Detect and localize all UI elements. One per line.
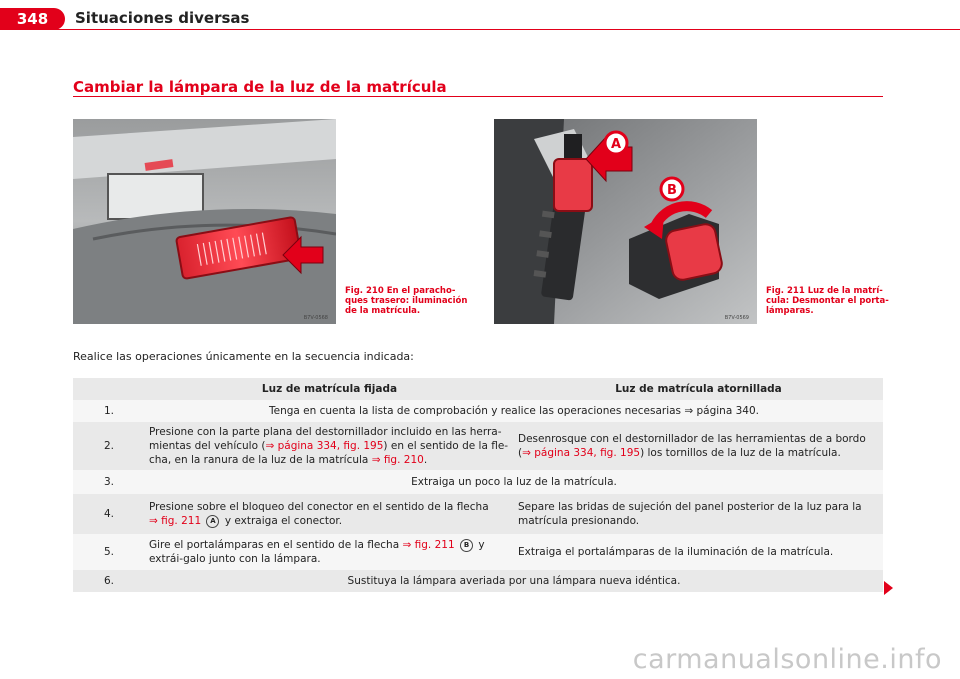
table-row (73, 494, 883, 534)
page-number: 348 (0, 8, 65, 30)
figure-code: B7V-0568 (303, 315, 328, 321)
step-text-fixed: Gire el portalámparas en el sentido de la flecha ⇒ fig. 211 B y extrái-galo junto con la lámpara. (145, 534, 514, 570)
step-text-screwed: Desenrosque con el destornillador de las herramientas de a bordo (⇒ página 334, fig. 195) los tornillos de la luz de la matrícula. (514, 422, 883, 470)
bumper-license-light-illustration (73, 119, 336, 324)
label-a-text: A (610, 137, 622, 152)
figure-210-photo (73, 119, 336, 324)
step-text-screwed: Extraiga el portalámparas de la iluminación de la matrícula. (514, 534, 883, 570)
operations-table (73, 378, 883, 592)
step-text: Extraiga un poco la luz de la matrícula. (145, 470, 883, 494)
section-divider (73, 96, 883, 97)
table-header-row (73, 378, 883, 400)
table-row (73, 470, 883, 494)
table-row (73, 400, 883, 422)
page-reference-link[interactable]: ⇒ página 334, fig. 195 (522, 447, 641, 459)
table-row (73, 422, 883, 470)
label-b-text: B (667, 183, 677, 198)
section-title: Cambiar la lámpara de la luz de la matrícula (73, 78, 447, 96)
figure-reference-link[interactable]: ⇒ fig. 210 (371, 454, 424, 466)
table-row (73, 534, 883, 570)
figure-211-photo (494, 119, 757, 324)
continue-arrow-icon (884, 581, 893, 595)
step-number: 4. (73, 494, 145, 534)
table-row (73, 570, 883, 592)
figure-reference-link[interactable]: ⇒ fig. 211 (402, 539, 455, 551)
figure-210-caption: Fig. 210 En el paracho-ques trasero: iluminación de la matrícula. (345, 286, 468, 316)
watermark: carmanualsonline.info (632, 644, 942, 675)
figure-211-caption: Fig. 211 Luz de la matrí-cula: Desmontar el porta-lámparas. (766, 286, 889, 316)
step-number: 5. (73, 534, 145, 570)
page-reference-link[interactable]: ⇒ página 334, fig. 195 (265, 440, 384, 452)
step-text-fixed: Presione con la parte plana del destornillador incluido en las herra-mientas del vehículo (⇒ página 334, fig. 195) en el sentido de la fle-cha, en la ranura de la luz de la matrícula ⇒ fig. 210. (145, 422, 514, 470)
step-number: 3. (73, 470, 145, 494)
step-text-fixed: Presione sobre el bloqueo del conector en el sentido de la flecha ⇒ fig. 211 A y extraiga el conector. (145, 494, 514, 534)
figure-code: B7V-0569 (724, 315, 749, 321)
step-number: 1. (73, 400, 145, 422)
header-empty-cell (73, 378, 145, 400)
label-b-badge: B (460, 539, 473, 552)
intro-text: Realice las operaciones únicamente en la secuencia indicada: (73, 350, 414, 363)
lamp-holder-removal-illustration (494, 119, 757, 324)
label-a-badge: A (206, 515, 219, 528)
page-header-title: Situaciones diversas (75, 9, 250, 27)
figure-reference-link[interactable]: ⇒ fig. 211 (149, 515, 202, 527)
header-fixed-light: Luz de matrícula fijada (145, 378, 514, 400)
step-text: Tenga en cuenta la lista de comprobación y realice las operaciones necesarias ⇒ página 340. (145, 400, 883, 422)
step-number: 2. (73, 422, 145, 470)
header-screwed-light: Luz de matrícula atornillada (514, 378, 883, 400)
step-text-screwed: Separe las bridas de sujeción del panel posterior de la luz para la matrícula presionando. (514, 494, 883, 534)
step-text: Sustituya la lámpara averiada por una lámpara nueva idéntica. (145, 570, 883, 592)
step-number: 6. (73, 570, 145, 592)
header-divider (0, 29, 960, 30)
